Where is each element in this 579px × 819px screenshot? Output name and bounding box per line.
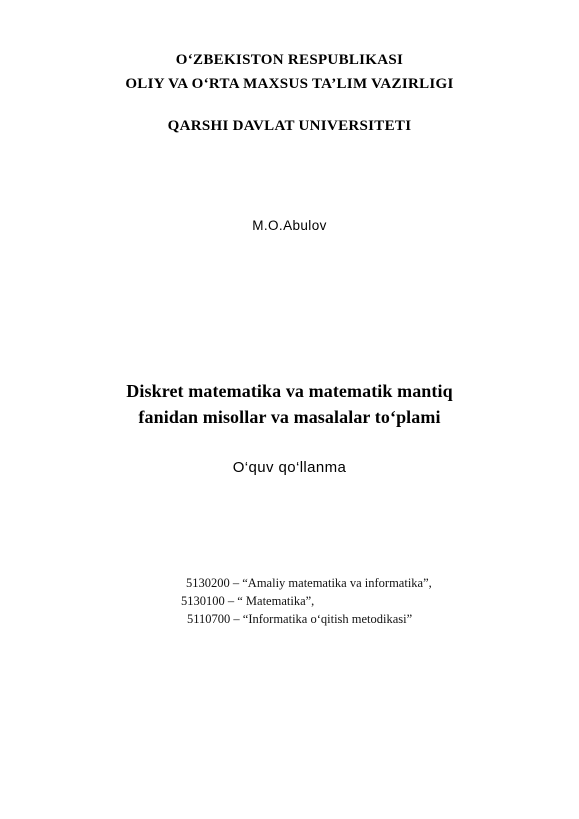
book-title-line-1: Diskret matematika va matematik mantiq	[126, 381, 453, 401]
ministry-heading-line-2: OLIY VA O‘RTA MAXSUS TA’LIM VAZIRLIGI	[125, 76, 454, 92]
specialty-item: 5130200 – “Amaliy matematika va informatika”,	[186, 576, 432, 590]
book-title-line-2: fanidan misollar va masalalar to‘plami	[138, 407, 441, 427]
ministry-heading-line-1: O‘ZBEKISTON RESPUBLIKASI	[175, 52, 404, 68]
specialty-item: 5130100 – “ Matematika”,	[181, 594, 315, 608]
university-name: QARSHI DAVLAT UNIVERSITETI	[167, 118, 412, 134]
author-name: M.O.Abulov	[252, 218, 327, 233]
book-type: O‘quv qo‘llanma	[232, 459, 347, 476]
specialty-item: 5110700 – “Informatika o‘qitish metodikasi”	[187, 612, 413, 626]
